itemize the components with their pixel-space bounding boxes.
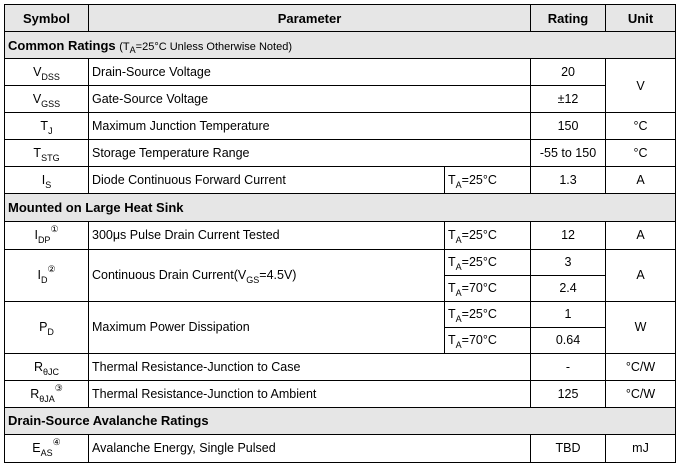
row-rjc — [5, 353, 676, 380]
symbol-tstg: $T_{STG}$ — [5, 140, 89, 167]
rating-rja: 125 — [531, 380, 606, 407]
rating-idp: 12 — [531, 221, 606, 249]
condition-pd-25c: $T_A=25^\circ C$ — [445, 301, 531, 327]
unit-id: A — [606, 249, 676, 301]
condition-is: $T_A=25^\circ C$ — [445, 167, 531, 194]
condition-idp: $T_A=25^\circ C$ — [445, 221, 531, 249]
unit-rja: °C/W — [606, 380, 676, 407]
param-idp: 300μs Pulse Drain Current Tested — [89, 221, 445, 249]
header-parameter: Parameter — [89, 5, 531, 32]
symbol-rjc: $R_{\theta JC}$ — [5, 353, 89, 380]
rating-vgss: ±12 — [531, 86, 606, 113]
rating-tj: 150 — [531, 113, 606, 140]
section-title: Mounted on Large Heat Sink — [5, 194, 676, 221]
rating-id-70c: 2.4 — [531, 275, 606, 301]
section-title: Common Ratings — [8, 37, 116, 53]
symbol-is: $I_S$ — [5, 167, 89, 194]
param-rjc: Thermal Resistance-Junction to Case — [89, 353, 531, 380]
rating-tstg: -55 to 150 — [531, 140, 606, 167]
symbol-vgss: $V_{GSS}$ — [5, 86, 89, 113]
row-id-25c — [5, 249, 676, 275]
rating-pd-25c: 1 — [531, 301, 606, 327]
param-tstg: Storage Temperature Range — [89, 140, 531, 167]
row-vdss — [5, 59, 676, 86]
rating-vdss: 20 — [531, 59, 606, 86]
rating-is: 1.3 — [531, 167, 606, 194]
unit-idp: A — [606, 221, 676, 249]
header-row — [5, 5, 676, 32]
param-pd: Maximum Power Dissipation — [89, 301, 445, 353]
rating-id-25c: 3 — [531, 249, 606, 275]
unit-tj: °C — [606, 113, 676, 140]
param-tj: Maximum Junction Temperature — [89, 113, 531, 140]
unit-is: A — [606, 167, 676, 194]
symbol-vdss: $V_{DSS}$ — [5, 59, 89, 86]
symbol-idp: $I_{DP}^①$ — [5, 221, 89, 249]
unit-pd: W — [606, 301, 676, 353]
section-heat-sink — [5, 194, 676, 221]
param-vdss: Drain-Source Voltage — [89, 59, 531, 86]
unit-rjc: °C/W — [606, 353, 676, 380]
symbol-id: $I_D^②$ — [5, 249, 89, 301]
header-rating: Rating — [531, 5, 606, 32]
section-title: Drain-Source Avalanche Ratings — [5, 407, 676, 434]
row-idp — [5, 221, 676, 249]
section-note: ($T_A=25^\circ C$ Unless Otherwise Noted) — [119, 40, 292, 55]
rating-pd-70c: 0.64 — [531, 327, 606, 353]
condition-id-25c: $T_A=25^\circ C$ — [445, 249, 531, 275]
unit-eas: mJ — [606, 434, 676, 462]
symbol-tj: $T_J$ — [5, 113, 89, 140]
row-eas — [5, 434, 676, 462]
symbol-pd: $P_D$ — [5, 301, 89, 353]
param-eas: Avalanche Energy, Single Pulsed — [89, 434, 531, 462]
rating-eas: TBD — [531, 434, 606, 462]
section-avalanche — [5, 407, 676, 434]
param-id: Continuous Drain $Current(V_{GS}=4.5V)$ — [89, 249, 445, 301]
param-is: Diode Continuous Forward Current — [89, 167, 445, 194]
condition-id-70c: $T_A=70^\circ C$ — [445, 275, 531, 301]
symbol-eas: $E_{AS}^④$ — [5, 434, 89, 462]
symbol-rja: $R_{\theta JA}^③$ — [5, 380, 89, 407]
condition-pd-70c: $T_A=70^\circ C$ — [445, 327, 531, 353]
param-rja: Thermal Resistance-Junction to Ambient — [89, 380, 531, 407]
rating-rjc: - — [531, 353, 606, 380]
header-symbol: Symbol — [5, 5, 89, 32]
row-vgss — [5, 86, 676, 113]
row-rja — [5, 380, 676, 407]
section-common-ratings — [5, 32, 676, 59]
row-pd-25c — [5, 301, 676, 327]
unit-tstg: °C — [606, 140, 676, 167]
row-is — [5, 167, 676, 194]
ratings-table — [4, 4, 676, 463]
row-tj — [5, 113, 676, 140]
row-tstg — [5, 140, 676, 167]
unit-voltage: V — [606, 59, 676, 113]
header-unit: Unit — [606, 5, 676, 32]
param-vgss: Gate-Source Voltage — [89, 86, 531, 113]
